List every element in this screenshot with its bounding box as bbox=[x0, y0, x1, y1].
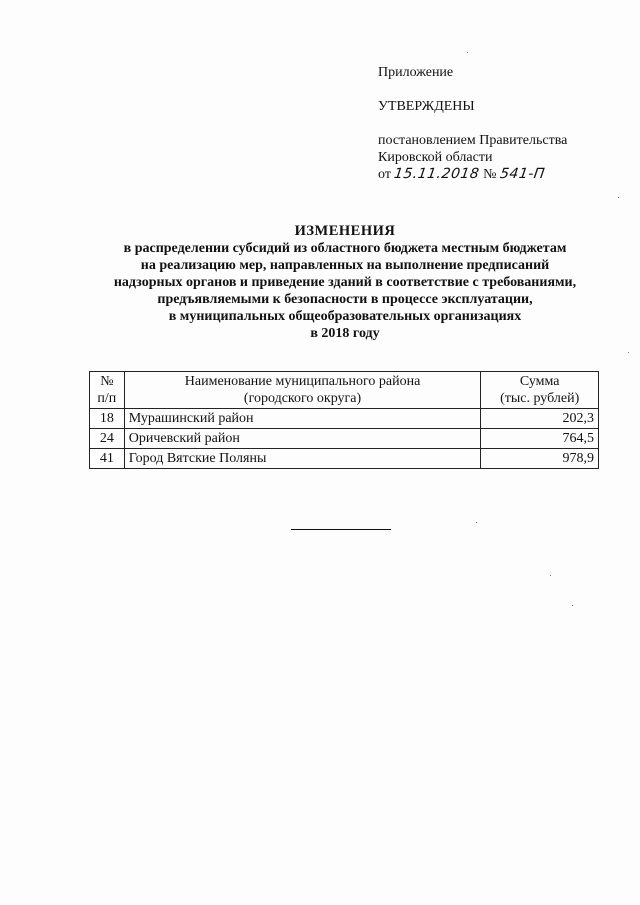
number-prefix: № bbox=[483, 167, 497, 182]
row-number: 18 bbox=[90, 409, 125, 429]
header-number-line2: п/п bbox=[97, 391, 117, 406]
header-number-line1: № bbox=[100, 374, 114, 389]
table-row bbox=[90, 429, 599, 449]
row-sum: 764,5 bbox=[481, 429, 599, 449]
table-row bbox=[90, 409, 599, 429]
decree-line-1: постановлением Правительства bbox=[378, 133, 568, 148]
title-line-6: в 2018 году bbox=[310, 326, 380, 341]
title-heading: ИЗМЕНЕНИЯ bbox=[294, 223, 396, 239]
title-line-4: предъявляемыми к безопасности в процессе эксплуатации, bbox=[157, 292, 533, 307]
decree-date: 15.11.2018 bbox=[393, 166, 481, 182]
row-name: Город Вятские Поляны bbox=[124, 449, 481, 469]
row-name: Оричевский район bbox=[124, 429, 481, 449]
header-name-line2: (городского округа) bbox=[243, 391, 362, 406]
row-sum: 202,3 bbox=[481, 409, 599, 429]
header-number bbox=[90, 372, 125, 409]
approved-label: УТВЕРЖДЕНЫ bbox=[378, 99, 475, 114]
header-name bbox=[124, 372, 481, 409]
row-number: 24 bbox=[90, 429, 125, 449]
closing-divider bbox=[291, 529, 391, 530]
title-line-2: на реализацию мер, направленных на выполнение предписаний bbox=[140, 258, 550, 273]
header-sum-line1: Сумма bbox=[519, 374, 560, 389]
scan-speck bbox=[572, 605, 573, 606]
scan-speck bbox=[467, 52, 468, 53]
table-row bbox=[90, 449, 599, 469]
decree-number: 541-П bbox=[498, 166, 546, 182]
decree-date-number bbox=[378, 166, 567, 183]
subsidy-table bbox=[89, 371, 599, 469]
title-line-5: в муниципальных общеобразовательных организациях bbox=[168, 309, 522, 324]
decree-line-2: Кировской области bbox=[378, 150, 493, 165]
row-sum: 978,9 bbox=[481, 449, 599, 469]
title-line-1: в распределении субсидий из областного бюджета местным бюджетам bbox=[123, 241, 567, 256]
title-line-3: надзорных органов и приведение зданий в соответствие с требованиями, bbox=[113, 275, 577, 290]
row-number: 41 bbox=[90, 449, 125, 469]
document-title bbox=[80, 223, 610, 342]
scan-speck bbox=[628, 352, 629, 353]
scan-speck bbox=[476, 522, 477, 523]
header-sum-line2: (тыс. рублей) bbox=[500, 391, 580, 406]
header-name-line1: Наименование муниципального района bbox=[184, 374, 421, 389]
scan-speck bbox=[618, 197, 619, 198]
table-header-row bbox=[90, 372, 599, 409]
date-prefix: от bbox=[378, 167, 391, 182]
header-sum bbox=[481, 372, 599, 409]
scan-speck bbox=[550, 575, 551, 576]
approval-block bbox=[378, 64, 567, 183]
row-name: Мурашинский район bbox=[124, 409, 481, 429]
appendix-label: Приложение bbox=[378, 65, 454, 80]
